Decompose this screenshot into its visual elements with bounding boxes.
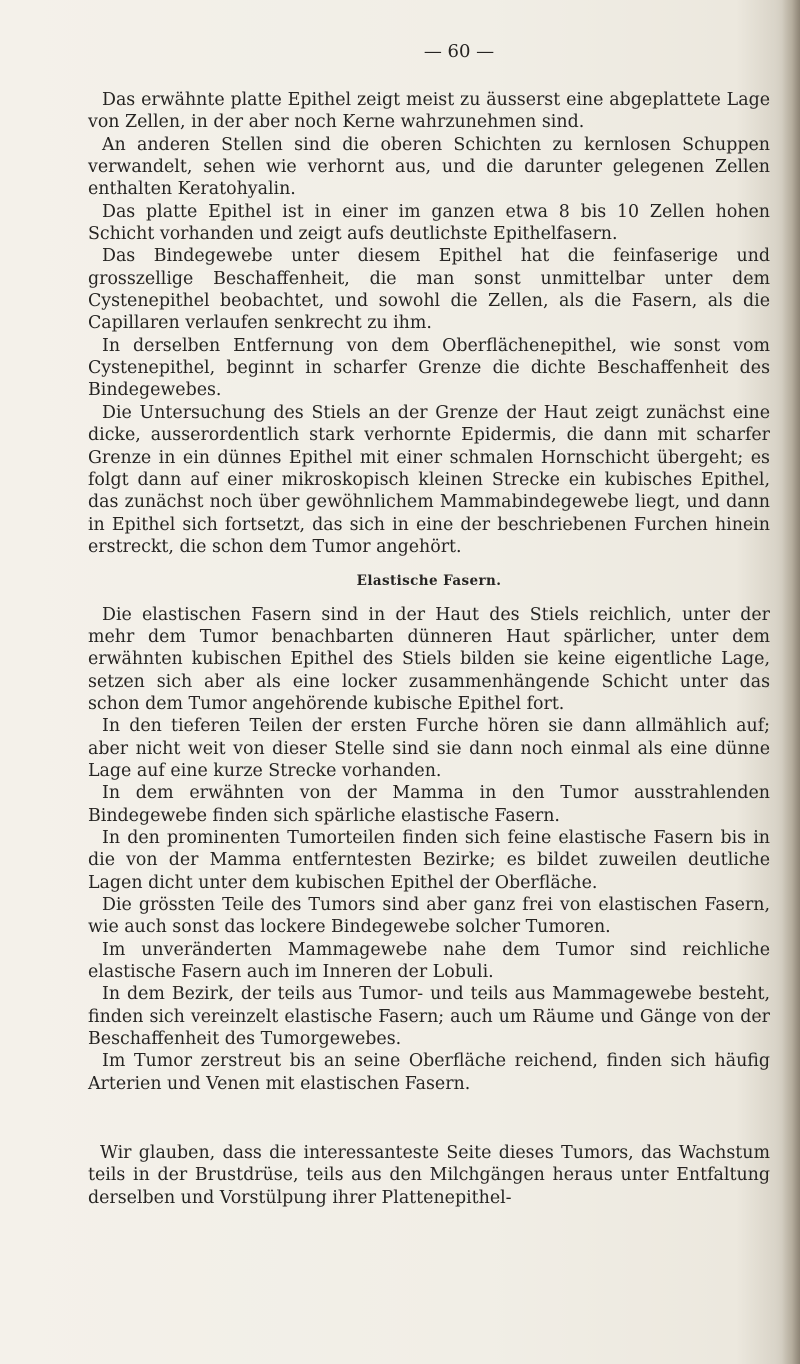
page-number: — 60 — (423, 41, 495, 62)
paragraph: In den tieferen Teilen der ersten Furche hören sie dann allmählich auf; aber nicht weit von dieser Stelle sind sie dann noch einmal als eine dünne Lage auf eine kurze Strecke vorhanden. (88, 716, 770, 781)
paragraph: Das platte Epithel ist in einer im ganzen etwa 8 bis 10 Zellen hohen Schicht vorhanden und zeigt aufs deutlichste Epithelfasern. (88, 201, 770, 245)
paragraph: An anderen Stellen sind die oberen Schichten zu kernlosen Schuppen verwandelt, sehen wie verhornt aus, und die darunter gelegenen Zellen enthalten Keratohyalin. (88, 134, 770, 200)
paragraph: In den prominenten Tumorteilen finden sich feine elastische Fasern bis in die von der Mamma entferntesten Bezirke; es bildet zuweilen deutliche Lagen dicht unter dem kubischen Epithel der Oberfläche. (88, 828, 770, 893)
top-section (88, 89, 770, 558)
paragraph: Im Tumor zerstreut bis an seine Oberfläche reichend, finden sich häufig Arterien und Venen mit elastischen Fasern. (88, 1051, 770, 1094)
final-section (88, 1142, 770, 1209)
paragraph: Die elastischen Fasern sind in der Haut des Stiels reichlich, unter der mehr dem Tumor benachbarten dünneren Haut spärlicher, unter dem erwähnten kubischen Epithel des Stiels bilden sie keine eigentliche Lage, setzen sich aber als eine locker zusammenhängende Schicht unter das schon dem Tumor angehörende kubische Epithel fort. (88, 604, 770, 714)
page-edge-shadow (782, 0, 800, 1364)
page-text (88, 0, 770, 1209)
paragraph: In dem Bezirk, der teils aus Tumor- und teils aus Mammagewebe besteht, finden sich vereinzelt elastische Fasern; auch um Räume und Gänge von der Beschaffenheit des Tumorgewebes. (88, 984, 770, 1050)
paragraph: In dem erwähnten von der Mamma in den Tumor ausstrahlenden Bindegewebe finden sich spärliche elastische Fasern. (88, 783, 770, 826)
paragraph: Das Bindegewebe unter diesem Epithel hat die feinfaserige und grosszellige Beschaffenheit, die man sonst unmittelbar unter dem Cystenepithel beobachtet, und sowohl die Zellen, als die Fasern, als die Capillaren verlaufen senkrecht zu ihm. (88, 246, 770, 334)
section-heading: Elastische Fasern. (356, 573, 502, 590)
paragraph: Die grössten Teile des Tumors sind aber ganz frei von elastischen Fasern, wie auch sonst das lockere Bindegewebe solcher Tumoren. (88, 895, 770, 938)
paragraph: Im unveränderten Mammagewebe nahe dem Tumor sind reichliche elastische Fasern auch im Inneren der Lobuli. (88, 939, 770, 983)
paragraph: Die Untersuchung des Stiels an der Grenze der Haut zeigt zunächst eine dicke, ausserordentlich stark verhornte Epidermis, die dann mit scharfer Grenze in ein dünnes Epithel mit einer schmalen Hornschicht übergeht; es folgt dann auf einer mikroskopisch kleinen Strecke ein kubisches Epithel, das zunächst noch über gewöhnlichem Mammabindegewebe liegt, und dann in Epithel sich fortsetzt, das sich in eine der beschriebenen Furchen hinein erstreckt, die schon dem Tumor angehört. (88, 402, 770, 557)
paragraph: In derselben Entfernung von dem Oberflächenepithel, wie sonst vom Cystenepithel, beginnt in scharfer Grenze die dichte Beschaffenheit des Bindegewebes. (88, 335, 770, 401)
paragraph: Wir glauben, dass die interessanteste Seite dieses Tumors, das Wachstum teils in der Brustdrüse, teils aus den Milchgängen heraus unter Entfaltung derselben und Vorstülpung ihrer Plattenepithel- (88, 1143, 770, 1208)
paragraph: Das erwähnte platte Epithel zeigt meist zu äusserst eine abgeplattete Lage von Zellen, in der aber noch Kerne wahrzunehmen sind. (88, 90, 770, 133)
elastic-fibers-section (88, 604, 770, 1096)
